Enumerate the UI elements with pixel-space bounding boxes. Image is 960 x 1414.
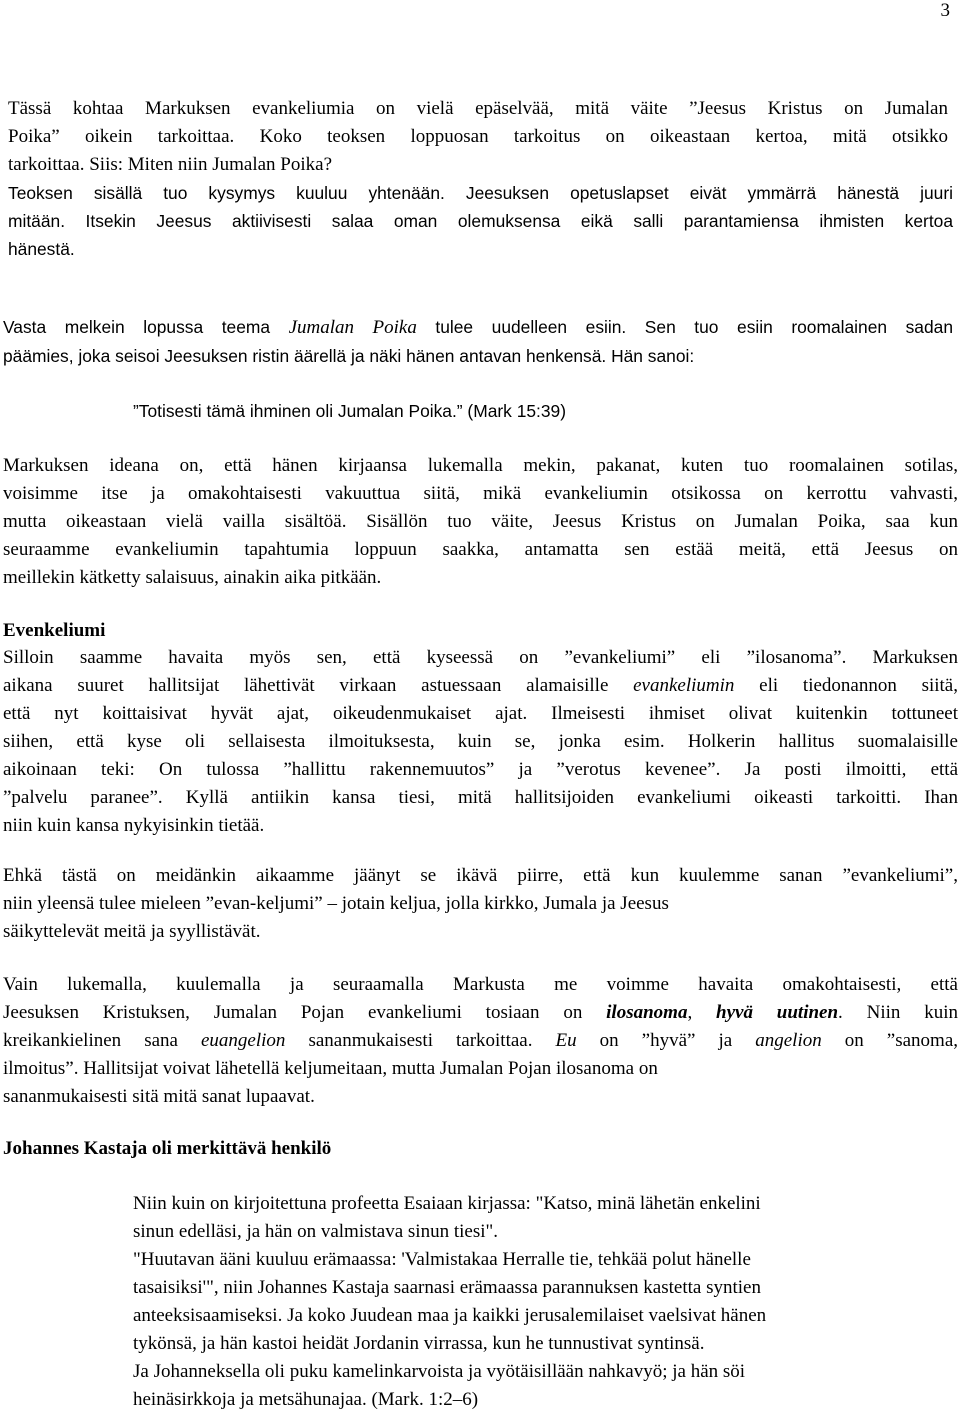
text-line: säikyttelevät meitä ja syyllistävät. [3,921,261,942]
paragraph-gospel [3,644,958,840]
text-line: seuraamme evankeliumin tapahtumia loppuun saakka, antamatta sen estää meitä, että Jeesus on [3,539,958,560]
text-line: että nyt koittaisivat hyvät ajat, oikeudenmukaiset ajat. Ilmeisesti ihmiset olivat kuitenkin tottuneet [3,703,958,724]
paragraph-markus-idea [3,452,958,592]
text-line: voisimme itse ja omakohtaisesti vakuuttua siitä, mikä evankeliumin otsikossa on kerrottu vahvasti, [3,483,958,504]
text-line: Poika” oikein tarkoittaa. Koko teoksen loppuosan tarkoitus on oikeastaan kertoa, mitä otsikko [8,126,948,147]
text-line: Vain lukemalla, kuulemalla ja seuraamalla Markusta me voimme havaita omakohtaisesti, että [3,974,958,995]
text-line: Niin kuin on kirjoitettuna profeetta Esaiaan kirjassa: "Katso, minä lähetän enkelini [133,1193,761,1214]
bold-italic-term: ilosanoma [606,1002,688,1023]
text-line: Tässä kohtaa Markuksen evankeliumia on vielä epäselvää, mitä väite ”Jeesus Kristus on Jumalan [8,98,948,119]
text-line: mitään. Itsekin Jeesus aktiivisesti salaa oman olemuksensa eikä salli parantamiensa ihmisten kertoa [8,211,953,231]
text-line: "Huutavan ääni kuuluu erämaassa: 'Valmistakaa Herralle tie, tehkää polut hänelle [133,1249,751,1270]
text-line: Ehkä tästä on meidänkin aikaamme jäänyt se ikävä piirre, että kun kuulemme sanan ”evankeliumi”, [3,865,958,886]
text-line: ”palvelu paranee”. Kyllä antiikin kansa tiesi, mitä hallitsijoiden evankeliumi oikeasti tarkoitti. Ihan [3,787,958,808]
italic-term: Eu [555,1030,577,1051]
paragraph-evan-keljumi [3,862,958,946]
text-line: siihen, että kyse oli sellaisesta ilmoituksesta, kuin se, jonka esim. Holkerin hallitus suomalaisille [3,731,958,752]
paragraph-intro [8,95,948,179]
paragraph-question [8,179,953,263]
text-line: ”Totisesti tämä ihminen oli Jumalan Poika.” (Mark 15:39) [133,401,566,421]
text-line: tykönsä, ja hän kastoi heidät Jordanin virrassa, kun he tunnustivat syntinsä. [133,1333,705,1354]
page-number: 3 [940,0,950,21]
text-line: Jeesuksen Kristuksen, Jumalan Pojan evankeliumi tosiaan on ilosanoma, hyvä uutinen. Niin kuin [3,1002,958,1023]
paragraph-good-news [3,971,958,1111]
italic-term: euangelion [200,1030,286,1051]
italic-term: angelion [755,1030,822,1051]
text-line: tarkoittaa. Siis: Miten niin Jumalan Poika? [8,154,333,175]
text-line: Vasta melkein lopussa teema Jumalan Poika tulee uudelleen esiin. Sen tuo esiin roomalainen sadan [3,317,953,338]
text-line: sinun edelläsi, ja hän on valmistava sinun tiesi". [133,1221,498,1242]
section-heading: Johannes Kastaja oli merkittävä henkilö [3,1138,332,1159]
text-line: ilmoitus”. Hallitsijat voivat lähetellä keljumeitaan, mutta Jumalan Pojan ilosanoma on [3,1058,658,1079]
text-line: niin yleensä tulee mieleen ”evan-keljumi” – jotain keljua, jolla kirkko, Jumala ja Jeesus [3,893,669,914]
text-line: tasaisiksi'", niin Johannes Kastaja saarnasi erämaassa parannuksen kastetta syntien [133,1277,761,1298]
text-line: Markuksen ideana on, että hänen kirjaansa lukemalla mekin, pakanat, kuten tuo roomalainen sotilas, [3,455,958,476]
text-line: aikana suuret hallitsijat lähettivät virkaan astuessaan alamaisille evankeliumin eli tiedonannon siitä, [3,675,958,696]
text-line: anteeksisaamiseksi. Ja koko Juudean maa ja kaikki jerusalemilaiset vaelsivat hänen [133,1305,767,1326]
paragraph-centurion [3,313,953,370]
text-line: niin kuin kansa nykyisinkin tietää. [3,815,265,836]
text-line: kreikankielinen sana euangelion sananmukaisesti tarkoittaa. Eu on ”hyvä” ja angelion on ”sanoma, [3,1030,958,1051]
italic-term: evankeliumin [633,675,735,696]
text-line: meillekin kätketty salaisuus, ainakin aika pitkään. [3,567,382,588]
text-line: hänestä. [8,239,75,259]
text-line: Ja Johanneksella oli puku kamelinkarvoista ja vyötäisillään nahkavyö; ja hän söi [133,1361,746,1382]
text-line: heinäsirkkoja ja metsähunajaa. (Mark. 1:2–6) [133,1389,479,1410]
italic-term: Jumalan Poika [288,317,417,338]
quote-centurion [133,397,933,425]
text-line: aikoinaan teki: On tulossa ”hallittu rakennemuutos” ja ”verotus kevenee”. Ja posti ilmoitti, että [3,759,958,780]
text-line: Silloin saamme havaita myös sen, että kyseessä on ”evankeliumi” eli ”ilosanoma”. Markuksen [3,647,958,668]
text-line: päämies, joka seisoi Jeesuksen ristin äärellä ja näki hänen antavan henkensä. Hän sanoi: [3,346,695,366]
scripture-quote [133,1190,933,1414]
text-line: mutta oikeastaan vielä vailla sisältöä. Sisällön tuo väite, Jeesus Kristus on Jumalan Poika, saa kun [3,511,958,532]
text-line: sananmukaisesti sitä mitä sanat lupaavat. [3,1086,315,1107]
section-heading: Evenkeliumi [3,620,106,641]
bold-italic-term: hyvä uutinen [716,1002,839,1023]
text-line: Teoksen sisällä tuo kysymys kuuluu yhtenään. Jeesuksen opetuslapset eivät ymmärrä hänestä juuri [8,183,953,203]
